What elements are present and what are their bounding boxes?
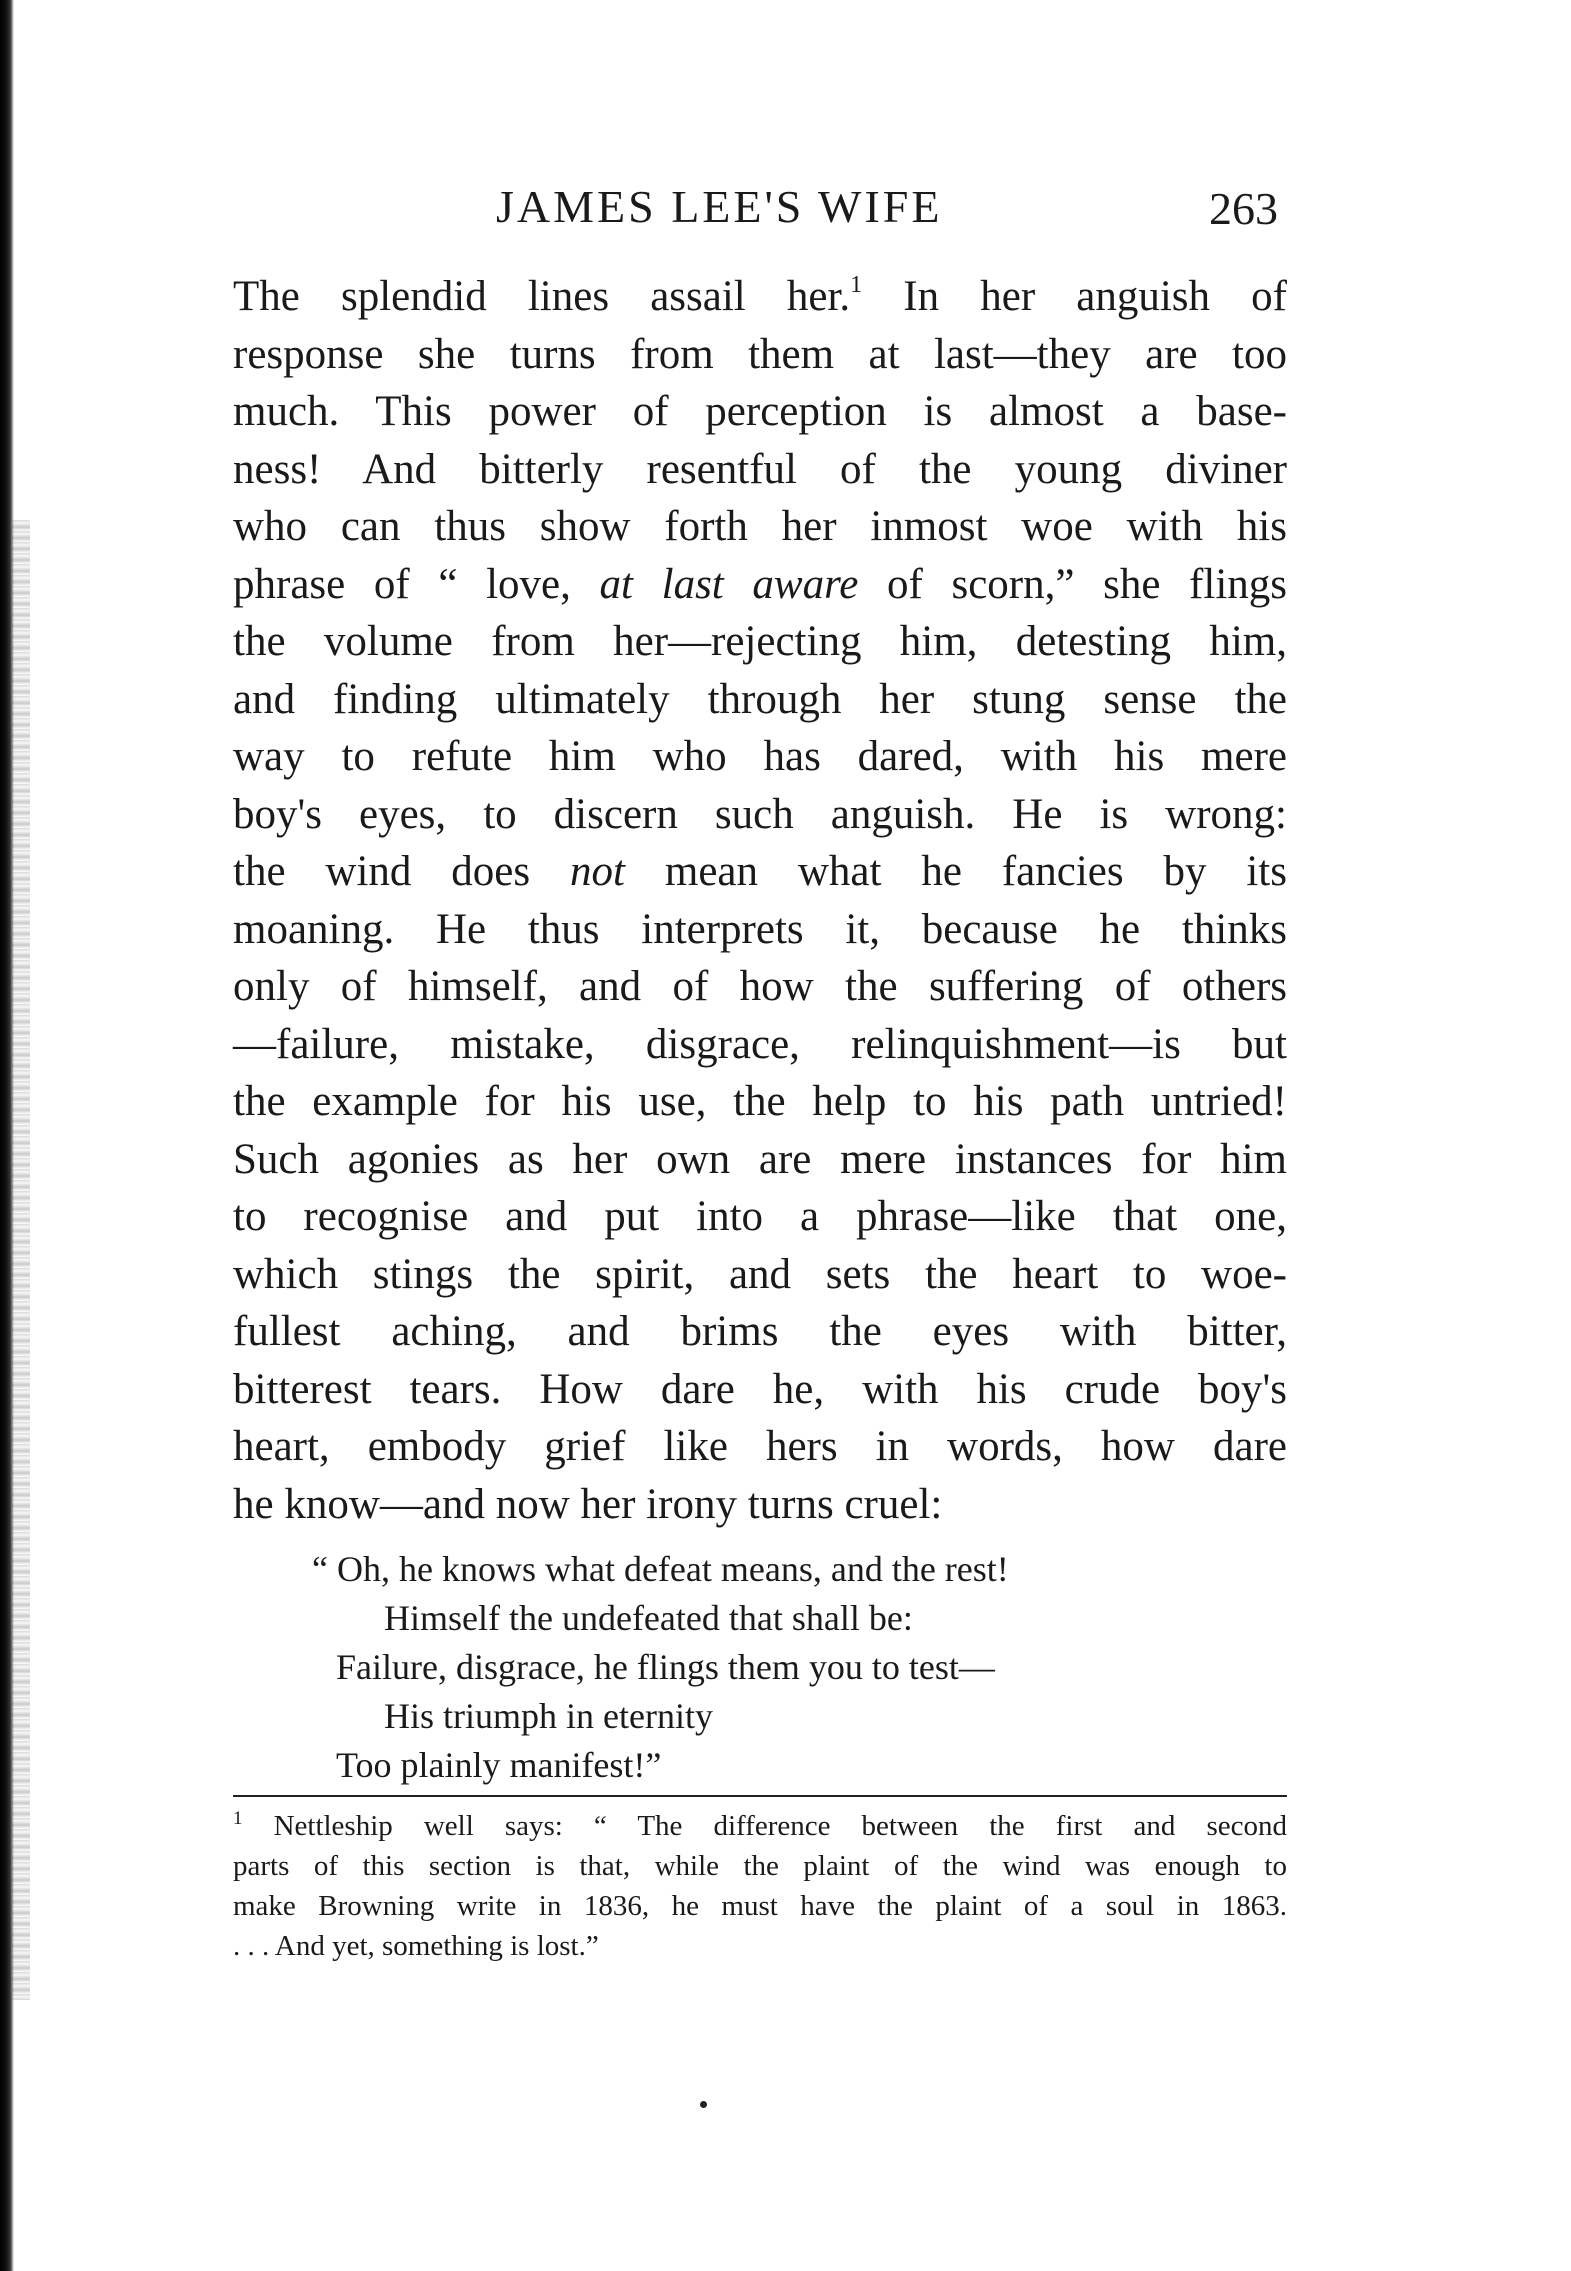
text-line: boy's eyes, to discern such anguish. He is wrong: xyxy=(233,790,1287,838)
text-line: response she turns from them at last—they are too xyxy=(233,330,1287,378)
text-line: —failure, mistake, disgrace, relinquishment—is but xyxy=(233,1020,1287,1068)
body-text xyxy=(233,268,1287,1533)
running-head xyxy=(236,180,1296,250)
ink-speck xyxy=(700,2101,707,2108)
text-line: only of himself, and of how the suffering of others xyxy=(233,963,1287,1010)
verse-quotation xyxy=(312,1545,1212,1790)
footnote-line: make Browning write in 1836, he must have the plaint of a soul in 1863. xyxy=(233,1890,1287,1922)
text-line xyxy=(233,268,1287,326)
text-line: who can thus show forth her inmost woe with his xyxy=(233,503,1287,550)
footnote-line xyxy=(233,1806,1287,1846)
footnote-line: parts of this section is that, while the plaint of the wind was enough to xyxy=(233,1850,1287,1882)
footnote-line-part: Nettleship well says: “ The difference between the first and second xyxy=(242,1810,1287,1842)
text-line: ness! And bitterly resentful of the young diviner xyxy=(233,445,1287,493)
text-line: and finding ultimately through her stung sense the xyxy=(233,675,1287,723)
italic-phrase: at last aware xyxy=(599,560,859,608)
verse-line: His triumph in eternity xyxy=(384,1696,713,1736)
text-line: the example for his use, the help to his path untried! xyxy=(233,1078,1287,1125)
text-line-part: the wind does xyxy=(233,848,571,895)
chapter-title: JAMES LEE'S WIFE xyxy=(496,181,943,232)
verse-line: Failure, disgrace, he flings them you to test— xyxy=(336,1647,995,1687)
text-line: Such agonies as her own are mere instances for him xyxy=(233,1135,1287,1183)
text-line-part: The splendid lines assail her. xyxy=(233,273,851,320)
text-line: much. This power of perception is almost a base- xyxy=(233,388,1287,435)
footnote-mark: 1 xyxy=(233,1808,243,1829)
text-line-part: phrase of “ love, xyxy=(233,560,600,608)
text-line: the volume from her—rejecting him, detesting him, xyxy=(233,618,1287,665)
text-line: which stings the spirit, and sets the heart to woe- xyxy=(233,1250,1287,1298)
verse-line: “ Oh, he knows what defeat means, and the rest! xyxy=(312,1549,1009,1589)
text-line: bitterest tears. How dare he, with his crude boy's xyxy=(233,1365,1287,1413)
verse-line: Too plainly manifest!” xyxy=(336,1745,662,1785)
text-line: to recognise and put into a phrase—like that one, xyxy=(233,1193,1287,1240)
text-line-part: of scorn,” she flings xyxy=(858,560,1288,608)
footnote xyxy=(233,1806,1287,1966)
text-line: heart, embody grief like hers in words, how dare xyxy=(233,1423,1287,1470)
verse-line: Himself the undefeated that shall be: xyxy=(384,1598,913,1638)
page-number: 263 xyxy=(1209,183,1278,234)
text-line xyxy=(233,556,1287,614)
text-line-part: In her anguish of xyxy=(862,273,1287,320)
text-line: he know—and now her irony turns cruel: xyxy=(233,1480,943,1528)
footnote-divider xyxy=(233,1795,1287,1797)
italic-word: not xyxy=(570,848,625,895)
text-line-part: mean what he fancies by its xyxy=(624,848,1287,895)
footnote-line: . . . And yet, something is lost.” xyxy=(233,1930,599,1962)
text-line xyxy=(233,843,1287,901)
page-binding-shadow xyxy=(12,520,30,2000)
text-line: way to refute him who has dared, with his mere xyxy=(233,733,1287,780)
text-line: moaning. He thus interprets it, because he thinks xyxy=(233,905,1287,953)
text-line: fullest aching, and brims the eyes with bitter, xyxy=(233,1308,1287,1355)
footnote-reference: 1 xyxy=(850,272,863,298)
